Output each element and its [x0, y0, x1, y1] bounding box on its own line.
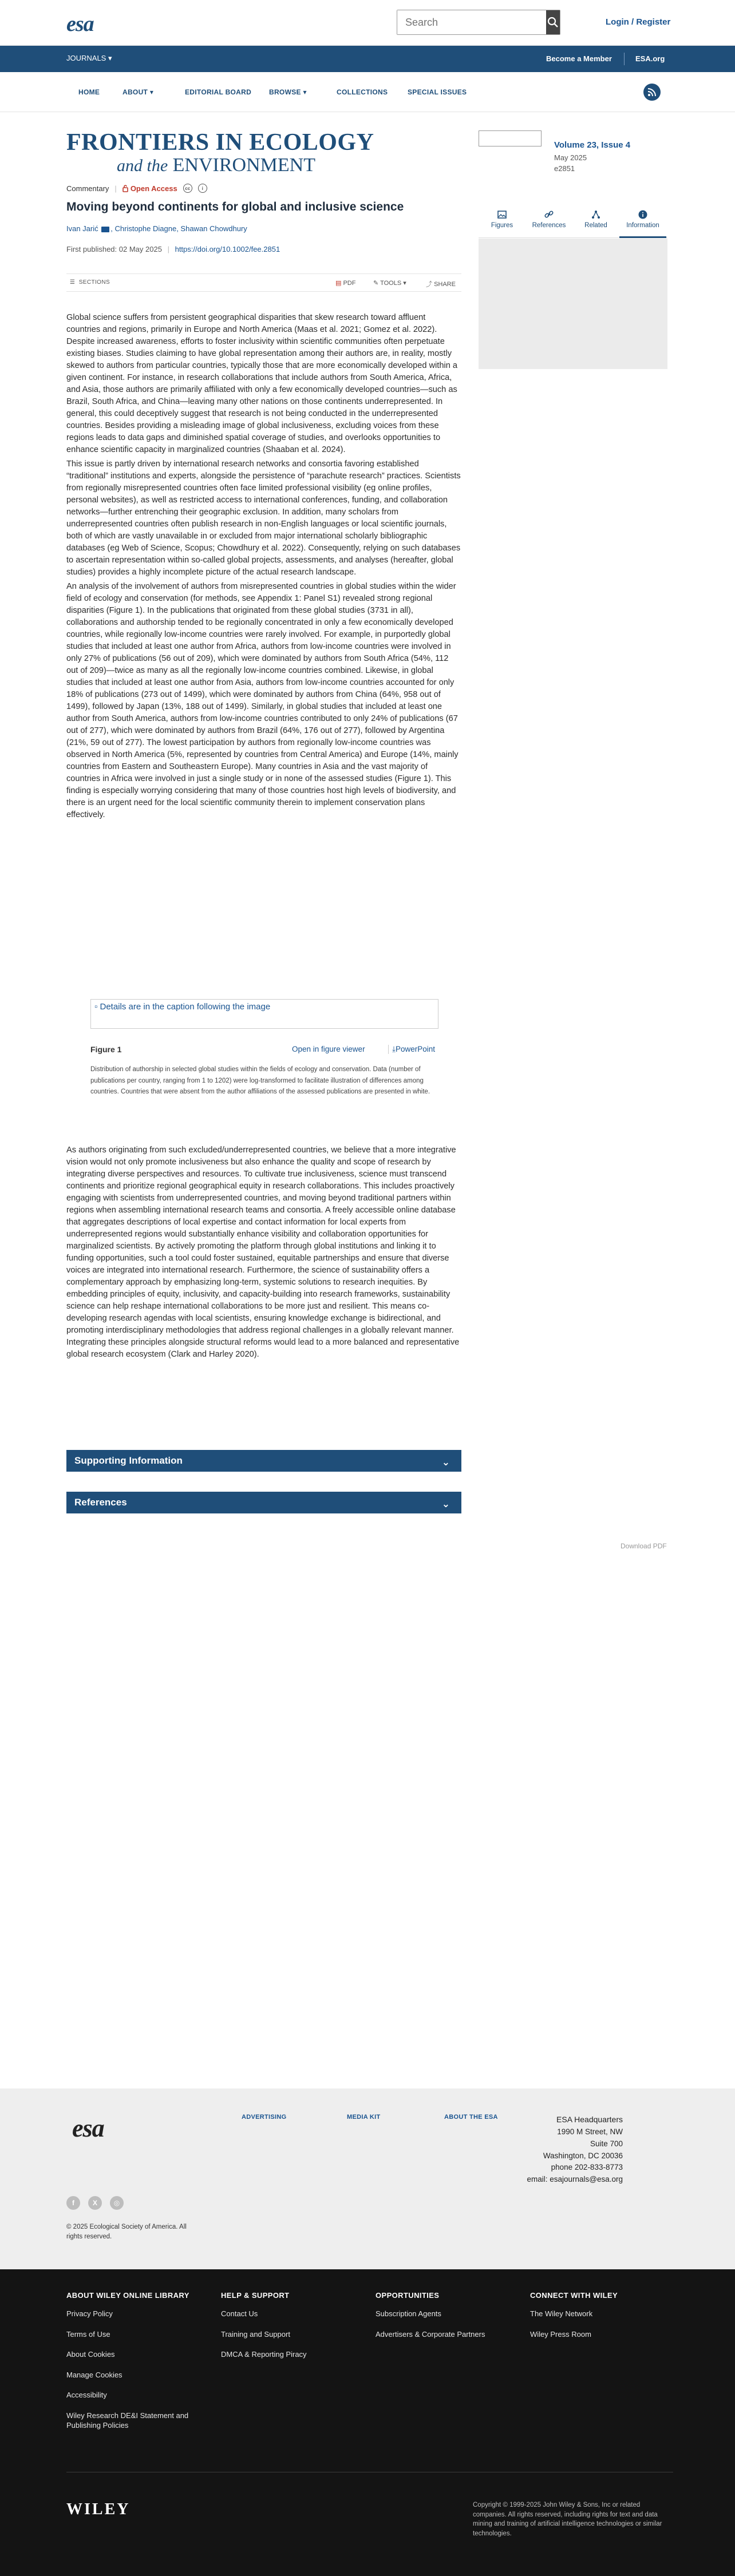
footer-about-esa-link[interactable]: ABOUT THE ESA — [444, 2114, 498, 2121]
footer-advertising-link[interactable]: ADVERTISING — [242, 2114, 287, 2121]
sidebar-tabs — [479, 206, 667, 238]
figure-label: Figure 1 — [90, 1045, 122, 1054]
tab-information[interactable]: Information — [619, 209, 666, 238]
tab-references[interactable]: References — [525, 209, 572, 229]
figure-image-placeholder[interactable]: ▫ Details are in the caption following the image — [90, 999, 438, 1029]
footer-col-help: HELP & SUPPORT Contact Us Training and Support DMCA & Reporting Piracy — [221, 2291, 358, 2370]
nav-special-issues[interactable]: SPECIAL ISSUES — [408, 88, 467, 96]
login-register-link[interactable]: Login / Register — [606, 17, 671, 27]
cc-by-icon: i — [198, 184, 207, 193]
author-link[interactable]: Ivan Jarić — [66, 224, 98, 233]
privacy-policy-link[interactable]: Privacy Policy — [66, 2309, 113, 2318]
about-cookies-link[interactable]: About Cookies — [66, 2350, 115, 2359]
journal-title[interactable]: FRONTIERS IN ECOLOGY and the ENVIRONMENT — [66, 129, 374, 176]
link-icon — [544, 209, 554, 220]
search-button[interactable] — [546, 10, 560, 34]
network-icon — [591, 209, 601, 220]
open-access-icon — [122, 184, 128, 192]
social-links — [66, 2196, 124, 2210]
nav-about[interactable]: ABOUT ▾ — [122, 88, 154, 96]
sidebar-panel — [479, 239, 667, 369]
journals-bar — [0, 46, 735, 72]
esa-headquarters: ESA Headquarters 1990 M Street, NW Suite 700 Washington, DC 20036 phone 202-833-8773 email: esajournals@esa.org — [527, 2114, 623, 2186]
chevron-down-icon: ⌄ — [441, 1499, 450, 1509]
sections-button[interactable]: ☰ SECTIONS — [70, 279, 110, 286]
article-meta: Commentary | Open Access cc i — [66, 184, 207, 193]
esa-footer — [0, 2088, 735, 2269]
share-icon: ⤴ — [426, 281, 432, 288]
journals-dropdown[interactable]: JOURNALS ▾ — [66, 54, 112, 62]
esa-org-link[interactable]: ESA.org — [635, 54, 665, 63]
supporting-information-accordion[interactable]: Supporting Information ⌄ — [66, 1450, 461, 1472]
accessibility-link[interactable]: Accessibility — [66, 2391, 107, 2400]
image-icon — [497, 209, 507, 220]
wiley-logo[interactable]: WILEY — [66, 2500, 131, 2518]
wiley-network-link[interactable]: The Wiley Network — [530, 2309, 593, 2318]
terms-of-use-link[interactable]: Terms of Use — [66, 2329, 110, 2339]
download-pdf-link[interactable]: Download PDF — [621, 1542, 667, 1550]
references-accordion[interactable]: References ⌄ — [66, 1492, 461, 1513]
site-header — [0, 0, 735, 46]
footer-col-opportunities: OPPORTUNITIES Subscription Agents Advertisers & Corporate Partners — [376, 2291, 513, 2349]
pdf-icon: ▤ — [335, 280, 342, 287]
training-support-link[interactable]: Training and Support — [221, 2329, 290, 2339]
volume-link[interactable]: Volume 23, Issue 4 — [554, 140, 631, 150]
search-input[interactable] — [397, 10, 546, 34]
issue-cover-image[interactable] — [479, 130, 542, 146]
issue-info — [554, 139, 630, 175]
footer-col-connect: CONNECT WITH WILEY The Wiley Network Wiley Press Room — [530, 2291, 667, 2349]
article-actions — [66, 274, 461, 292]
issue-date: May 2025 — [554, 153, 587, 162]
instagram-icon[interactable]: ◎ — [110, 2196, 124, 2210]
esa-logo[interactable]: esa — [66, 12, 94, 36]
search-icon — [547, 17, 559, 28]
become-member-link[interactable]: Become a Member — [546, 54, 612, 63]
download-icon: ⤓ — [392, 1045, 396, 1053]
chevron-down-icon: ⌄ — [441, 1457, 450, 1468]
footer-esa-logo[interactable]: esa — [72, 2114, 104, 2142]
footer-media-kit-link[interactable]: MEDIA KIT — [347, 2114, 381, 2121]
nav-collections[interactable]: COLLECTIONS — [337, 88, 388, 96]
facebook-icon[interactable]: f — [66, 2196, 80, 2210]
article-body — [66, 312, 461, 823]
wrench-icon: ✎ — [373, 280, 379, 287]
nav-home[interactable]: HOME — [78, 88, 100, 96]
author-link[interactable]: Shawan Chowdhury — [180, 224, 247, 233]
x-twitter-icon[interactable]: X — [88, 2196, 102, 2210]
paragraph: This issue is partly driven by international research networks and consortia favoring established “traditional” institutions and experts, alongside the persistence of “parachute research” practices. Scientists from regionally misrepresented countries often face limited professional visibility (eg online profiles, personal websites), as well as restricted access to international conferences, funding, and collaboration networks—further entrenching their geographic exclusion. In addition, many scholars from underrepresented countries often publish research in non-English languages or local scientific journals, both of which are vastly unavailable in or excluded from major international scholarly bibliographic databases (eg Web of Science, Scopus; Chowdhury et al. 2022). Consequently, relying on such databases to ascertain representation within so-called global projects, assessments, and analyses (hereafter, global studies) provides a highly incomplete picture of the actual research landscape. — [66, 459, 461, 577]
divider — [624, 53, 625, 65]
wiley-footer — [0, 2269, 735, 2576]
esa-copyright: © 2025 Ecological Society of America. All rights reserved. — [66, 2224, 187, 2240]
chevron-down-icon: ▾ — [403, 280, 406, 287]
article-title: Moving beyond continents for global and inclusive science — [66, 200, 404, 213]
chevron-down-icon: ▾ — [303, 88, 307, 96]
pdf-button[interactable]: ▤ PDF — [335, 280, 356, 287]
cc-icon: cc — [183, 184, 192, 193]
doi-link[interactable]: https://doi.org/10.1002/fee.2851 — [175, 245, 280, 253]
tools-button[interactable]: ✎ TOOLS ▾ — [373, 280, 406, 287]
contact-us-link[interactable]: Contact Us — [221, 2309, 258, 2318]
article-number: e2851 — [554, 164, 575, 173]
nav-browse[interactable]: BROWSE ▾ — [269, 88, 307, 96]
footer-col-about: ABOUT WILEY ONLINE LIBRARY Privacy Policy Terms of Use About Cookies Manage Cookies Accessibility Wiley Research DE&I Statement and Publishing Policies — [66, 2291, 204, 2441]
author-link[interactable]: Christophe Diagne — [114, 224, 177, 233]
wiley-copyright: Copyright © 1999-2025 John Wiley & Sons, Inc or related companies. All rights reserved, including rights for text and data mining and training of artificial intelligence technologies or similar technologies. — [473, 2502, 662, 2538]
paragraph: Global science suffers from persistent geographical disparities that skew research toward affluent countries and regions, primarily in Europe and North America (Maas et al. 2021; Gomez et al. 2022). Despite increased awareness, efforts to foster inclusivity within scientific communities often perpetuate existing biases. Studies claiming to have global representation among their authors are, in reality, mostly skewed to authors from particular countries, typically those that are more economically developed within a given continent. For instance, in research collaborations that include authors from South America, Africa, and Asia, those authors are primarily affiliated with only a few economically developed countries—such as Brazil, South Africa, and China—leaving many other nations on those continents underrepresented. In general, this could deceptively suggest that research is not being conducted in the underrepresented countries. Besides providing a misleading image of global inclusiveness, excluding voices from these regions leads to data gaps and diminished spatial coverage of studies, and overlooks opportunities to enhance scientific capacity in marginalized countries (Shaaban et al. 2024). — [66, 313, 457, 454]
chevron-down-icon: ▾ — [149, 88, 154, 96]
broken-image-icon: ▫ — [94, 1002, 98, 1012]
search-box — [397, 10, 560, 35]
publication-info: First published: 02 May 2025 | https://doi.org/10.1002/fee.2851 — [66, 245, 280, 253]
contact-email[interactable]: email: esajournals@esa.org — [527, 2175, 623, 2184]
open-figure-viewer-link[interactable]: Open in figure viewer — [292, 1045, 365, 1053]
manage-cookies-link[interactable]: Manage Cookies — [66, 2370, 122, 2379]
figure-caption: Distribution of authorship in selected global studies within the fields of ecology and conservation. Data (number of publications per country, ranging from 1 to 1202) were log-transformed to facilitate illustration of differences among countries. Countries that were absent from the author affiliations of the assessed publications are presented in white. — [90, 1066, 430, 1096]
powerpoint-link[interactable]: ⤓PowerPoint — [388, 1045, 435, 1054]
tab-related[interactable]: Related — [572, 209, 619, 229]
email-icon[interactable] — [101, 227, 109, 232]
paragraph: An analysis of the involvement of authors from misrepresented countries in global studies within the wider field of ecology and conservation (for methods, see Appendix 1: Panel S1) revealed strong regional disparities (Figure 1). In the publications that originated from these global studies (3731 in all), collaborations and authorship tended to be regionally concentrated in only a few economically developed countries, while regionally low-income countries were rarely involved. For example, in purportedly global studies that included at least one author from Africa, authors from low-income countries were involved in only 27% of publications (56 out of 209), which were dominated by authors from South Africa (54%, 112 out of 209)—twice as many as all the regionally low-income countries combined. Likewise, in global studies that included at least one author from Asia, authors from low-income countries accounted for only 18% of publications (273 out of 1499), which were dominated by authors from China (64%, 958 out of 1499), followed by Japan (13%, 188 out of 1499). Similarly, in global studies that included at least one author from South America, authors from low-income countries contributed to only 24% of publications (67 out of 277), which were dominated by authors from Brazil (64%, 176 out of 277), followed by Argentina (21%, 59 out of 277). The lowest participation by authors from regionally low-income countries was observed in North America (5%, represented by countries from Central America) and Europe (14%, mainly countries from Eastern and Southeastern Europe). Many countries in Asia and the vast majority of countries in Africa were involved in just a single study or in none of the assessed studies (Figure 1). This finding is especially worrying considering that many of those countries host high levels of biodiversity, and there is an urgent need for the local scientific community therein to implement conservation plans effectively. — [66, 582, 459, 819]
dei-statement-link[interactable]: Wiley Research DE&I Statement and Publishing Policies — [66, 2411, 189, 2430]
open-access-badge: Open Access — [122, 184, 177, 193]
menu-icon: ☰ — [70, 279, 76, 286]
wiley-press-room-link[interactable]: Wiley Press Room — [530, 2329, 591, 2339]
subscription-agents-link[interactable]: Subscription Agents — [376, 2309, 441, 2318]
rss-icon[interactable] — [643, 84, 661, 101]
chevron-down-icon: ▾ — [108, 54, 112, 62]
publication-date: 02 May 2025 — [118, 245, 162, 253]
paragraph: As authors originating from such excluded/underrepresented countries, we believe that a more integrative vision would not only promote inclusiveness but also enhance the quality and scope of research by integrating diverse perspectives and resources. To cultivate true inclusiveness, science must transcend continents and prioritize regional geographical equity in research collaborations. This includes proactively engaging with scientists from underrepresented countries, and moving beyond traditional partners within regions when assembling international research teams and consortia. A freely accessible online database that aggregates descriptions of local expertise and contact information for local experts from underrepresented regions would substantially enhance visibility and collaboration opportunities for marginalized scientists. By actively promoting the platform through global institutions and linking it to funding opportunities, such a tool could foster sustained, equitable partnerships and ensure that diverse voices are integrated into international research. Furthermore, the science of sustainability offers a complementary approach by emphasizing long-term, systemic solutions to research inequities. By embedding principles of equity, inclusivity, and capacity-building into research frameworks, sustainability science can help reshape international collaborations to be more just and resilient. This means co-developing research agendas with local scientists, ensuring knowledge exchange is bidirectional, and promoting interdisciplinary methodologies that address regional challenges in a globally relevant manner. Integrating these principles alongside structural reforms would lead to a more balanced and representative global research ecosystem (Clark and Harley 2020). — [66, 1146, 460, 1359]
article-body-continued — [66, 1144, 461, 1363]
nav-editorial-board[interactable]: EDITORIAL BOARD — [185, 88, 252, 96]
article-type: Commentary — [66, 184, 109, 193]
author-list: Ivan Jarić , Christophe Diagne, Shawan Chowdhury — [66, 224, 247, 233]
dmca-link[interactable]: DMCA & Reporting Piracy — [221, 2350, 307, 2359]
advertisers-link[interactable]: Advertisers & Corporate Partners — [376, 2329, 485, 2339]
share-button[interactable]: ⤴ SHARE — [426, 281, 456, 288]
journal-nav — [0, 72, 735, 112]
figure-header — [90, 1045, 438, 1054]
info-icon — [638, 209, 648, 220]
tab-figures[interactable]: Figures — [479, 209, 525, 229]
